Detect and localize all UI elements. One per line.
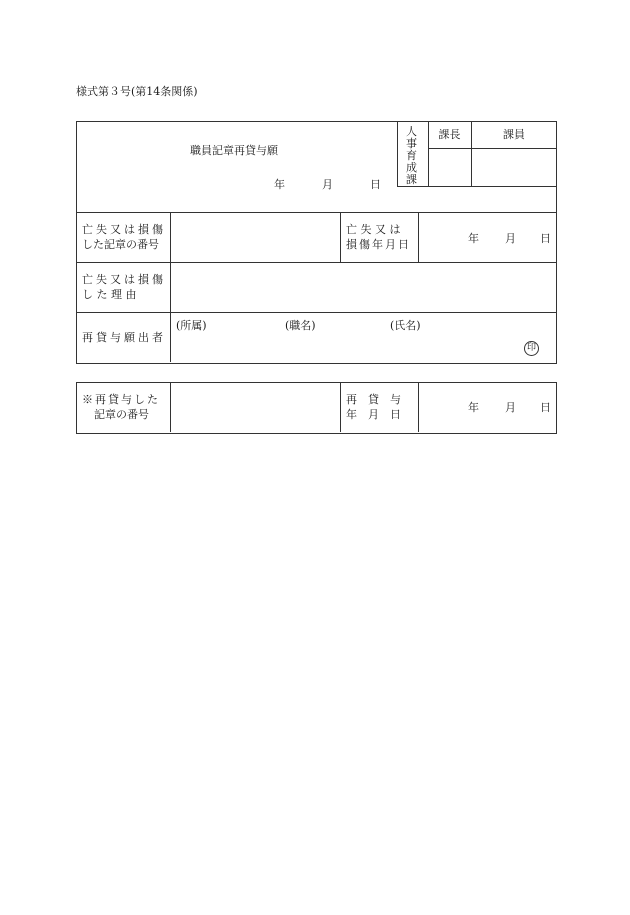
reason-field[interactable] bbox=[172, 264, 554, 311]
name-label: (氏名) bbox=[390, 319, 421, 332]
chief-stamp-box[interactable] bbox=[429, 149, 470, 185]
affiliation-label: (所属) bbox=[176, 319, 207, 332]
form-number: 様式第３号(第14条関係) bbox=[76, 85, 198, 98]
post-label: (職名) bbox=[285, 319, 316, 332]
staff-stamp-box[interactable] bbox=[472, 149, 556, 185]
applicant-label: 再貸与願出者 bbox=[82, 331, 166, 344]
seal-icon: 印 bbox=[524, 341, 539, 356]
reissue-badge-number-field[interactable] bbox=[172, 384, 338, 431]
form-title: 職員記章再貸与願 bbox=[190, 144, 278, 157]
chief-label: 課長 bbox=[438, 128, 461, 141]
staff-label: 課員 bbox=[503, 128, 525, 141]
lost-badge-number-field[interactable] bbox=[172, 214, 338, 261]
